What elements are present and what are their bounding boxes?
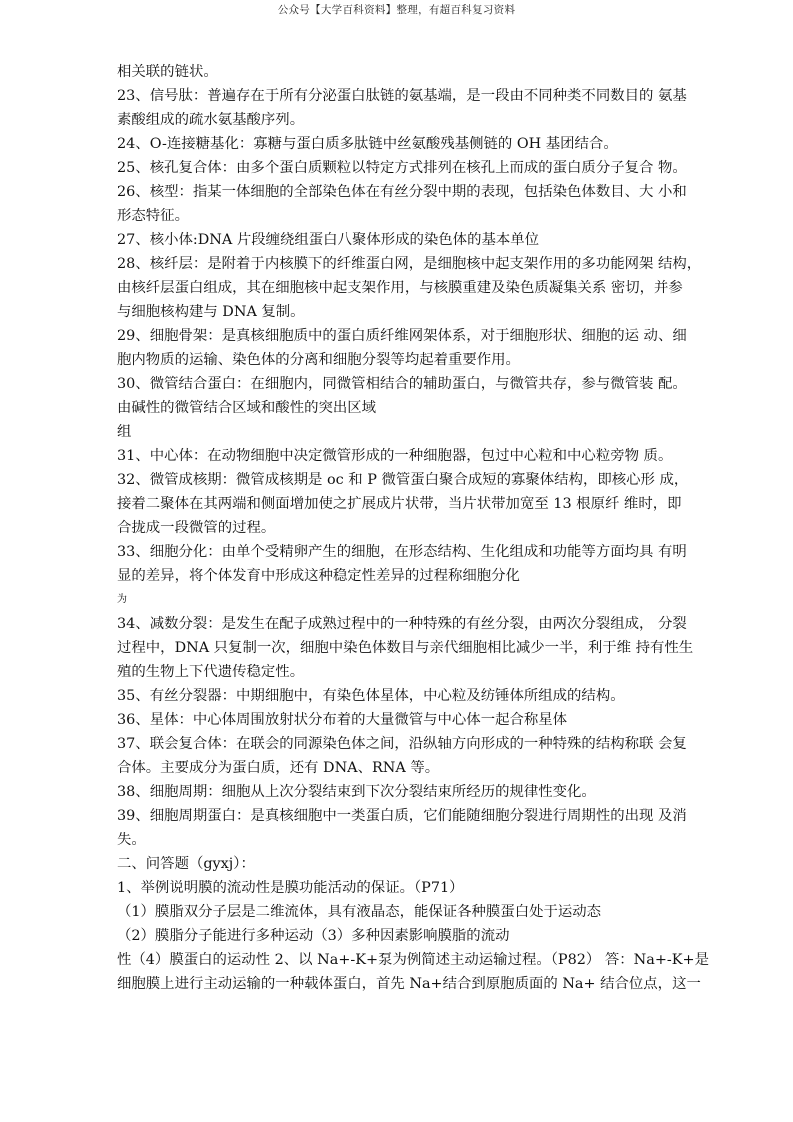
document-body (117, 60, 717, 996)
text-line: 28、核纤层：是附着于内核膜下的纤维蛋白网，是细胞核中起支架作用的多功能网架 结构， (117, 256, 702, 272)
text-line: 33、细胞分化：由单个受精卵产生的细胞，在形态结构、生化组成和功能等方面均具 有明 (117, 544, 687, 560)
section-heading: 二、问答题（gyxj）： (117, 856, 255, 872)
text-line: 27、核小体:DNA 片段缠绕组蛋白八聚体形成的染色体的基本单位 (117, 232, 540, 248)
text-line: 32、微管成核期：微管成核期是 oc 和 P 微管蛋白聚合成短的寡聚体结构，即核心形 成， (117, 472, 689, 488)
text-line: 24、O-连接糖基化：寡糖与蛋白质多肽链中丝氨酸残基侧链的 OH 基团结合。 (117, 136, 618, 152)
text-line: （1）膜脂双分子层是二维流体，具有液晶态，能保证各种膜蛋白处于运动态 (117, 904, 602, 920)
text-line: 与细胞核构建与 DNA 复制。 (117, 304, 305, 320)
text-line: 38、细胞周期：细胞从上次分裂结束到下次分裂结束所经历的规律性变化。 (117, 784, 596, 800)
text-line: 失。 (117, 832, 146, 848)
text-line: 胞内物质的运输、染色体的分离和细胞分裂等均起着重要作用。 (117, 352, 520, 368)
text-line: 过程中，DNA 只复制一次，细胞中染色体数目与亲代细胞相比减少一半，利于维 持有性生 (117, 640, 694, 656)
text-line: 显的差异，将个体发育中形成这种稳定性差异的过程称细胞分化 (117, 568, 520, 584)
text-line: 由碱性的微管结合区域和酸性的突出区域 (117, 400, 377, 416)
text-line: 殖的生物上下代遗传稳定性。 (117, 664, 305, 680)
text-line: 34、减数分裂：是发生在配子成熟过程中的一种特殊的有丝分裂，由两次分裂组成， 分裂 (117, 616, 687, 632)
text-line: 23、信号肽：普遍存在于所有分泌蛋白肽链的氨基端，是一段由不同种类不同数目的 氨基 (117, 88, 687, 104)
text-line: 素酸组成的疏水氨基酸序列。 (117, 112, 305, 128)
text-line: 26、核型：指某一体细胞的全部染色体在有丝分裂中期的表现，包括染色体数目、大 小和 (117, 184, 687, 200)
text-line: （2）膜脂分子能进行多种运动（3）多种因素影响膜脂的流动 (117, 928, 510, 944)
text-line: 25、核孔复合体：由多个蛋白质颗粒以特定方式排列在核孔上而成的蛋白质分子复合 物。 (117, 160, 687, 176)
text-line: 合体。主要成分为蛋白质，还有 DNA、RNA 等。 (117, 760, 440, 776)
text-line: 性（4）膜蛋白的运动性 2、以 Na+-K+泵为例简述主动运输过程。（P82） 答：Na+-K+是 (117, 952, 709, 968)
text-line: 31、中心体：在动物细胞中决定微管形成的一种细胞器，包过中心粒和中心粒旁物 质。 (117, 448, 673, 464)
text-line: 相关联的链状。 (117, 64, 218, 80)
text-line: 合拢成一段微管的过程。 (117, 520, 276, 536)
text-line: 细胞膜上进行主动运输的一种载体蛋白，首先 Na+结合到原胞质面的 Na+ 结合位点，这一 (117, 976, 701, 992)
page-header: 公众号【大学百科资料】整理，有超百科复习资料 (277, 4, 516, 16)
text-line: 为 (117, 594, 127, 605)
text-line: 39、细胞周期蛋白：是真核细胞中一类蛋白质，它们能随细胞分裂进行周期性的出现 及消 (117, 808, 687, 824)
text-line: 35、有丝分裂器：中期细胞中，有染色体星体，中心粒及纺锤体所组成的结构。 (117, 688, 625, 704)
text-line: 组 (117, 424, 132, 440)
text-line: 36、星体：中心体周围放射状分布着的大量微管与中心体一起合称星体 (117, 712, 568, 728)
question-line: 1、举例说明膜的流动性是膜功能活动的保证。（P71） (117, 880, 464, 896)
text-line: 由核纤层蛋白组成，其在细胞核中起支架作用，与核膜重建及染色质凝集关系 密切，并参 (117, 280, 683, 296)
text-line: 接着二聚体在其两端和侧面增加使之扩展成片状带，当片状带加宽至 13 根原纤 维时，即 (117, 496, 682, 512)
text-line: 形态特征。 (117, 208, 189, 224)
text-line: 37、联会复合体：在联会的同源染色体之间，沿纵轴方向形成的一种特殊的结构称联 会复 (117, 736, 687, 752)
text-line: 30、微管结合蛋白：在细胞内，同微管相结合的辅助蛋白，与微管共存，参与微管装 配。 (117, 376, 687, 392)
text-line: 29、细胞骨架：是真核细胞质中的蛋白质纤维网架体系，对于细胞形状、细胞的运 动、细 (117, 328, 687, 344)
